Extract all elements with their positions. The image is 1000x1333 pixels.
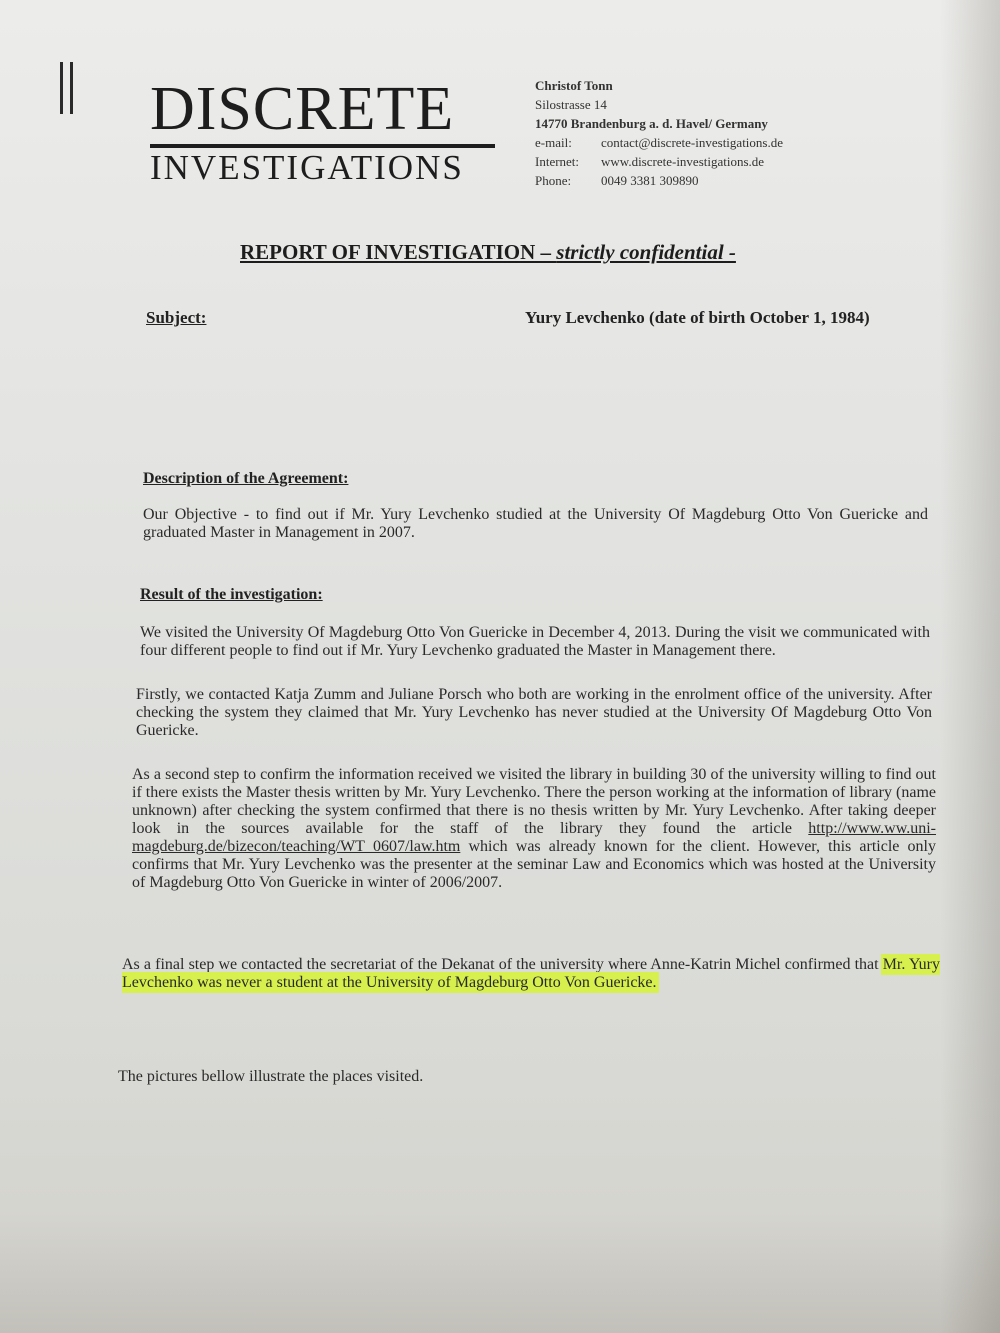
company-logo	[150, 75, 500, 187]
contact-street: Silostrasse 14	[535, 97, 607, 112]
binder-marks	[60, 62, 76, 114]
subject-value: Yury Levchenko (date of birth October 1, 1984)	[525, 308, 870, 327]
report-title-emphasis: strictly confidential -	[556, 240, 736, 264]
contact-email-row	[535, 133, 783, 152]
logo-top-text: DISCRETE	[150, 75, 455, 143]
contact-block	[535, 76, 783, 190]
contact-city: 14770 Brandenburg a. d. Havel/ Germany	[535, 116, 768, 131]
result-paragraph-4-start: As a final step we contacted the secretariat of the Dekanat of the university where Anne-Katrin Michel confirmed that	[122, 956, 883, 973]
report-title-main: REPORT OF INVESTIGATION –	[240, 240, 557, 264]
result-paragraph-3	[132, 766, 936, 892]
result-paragraph-4	[122, 956, 940, 992]
result-heading: Result of the investigation:	[140, 586, 323, 603]
internet-label: Internet:	[535, 154, 580, 169]
internet-value: www.discrete-investigations.de	[601, 154, 765, 169]
result-paragraph-1: We visited the University Of Magdeburg Otto Von Guericke in December 4, 2013. During the visit we communicated with four different people to find out if Mr. Yury Levchenko graduated the Master in Management there.	[140, 624, 930, 659]
contact-internet-row	[535, 152, 783, 171]
highlighted-conclusion: Mr. Yury Levchenko was never a student at the University of Magdeburg Otto Von Guericke.	[122, 956, 941, 991]
page-bottom-shadow	[0, 1213, 1000, 1333]
footer-note: The pictures bellow illustrate the places visited.	[118, 1068, 424, 1085]
page-edge-shadow	[940, 0, 1000, 1333]
phone-label: Phone:	[535, 173, 572, 188]
subject-label: Subject:	[146, 308, 207, 327]
description-heading: Description of the Agreement:	[143, 470, 349, 487]
contact-name: Christof Tonn	[535, 78, 613, 93]
email-label: e-mail:	[535, 135, 572, 150]
result-paragraph-3-start: As a second step to confirm the information received we visited the library in building 30 of the university willing to find out if there exists the Master thesis written by Mr. Yury Levchenko. There the person working at the information of library (name unknown) after checking the system confirmed that there is no thesis written by Mr. Yury Levchenko. After taking deeper look in the sources available for the staff of the library they found the article	[132, 766, 936, 837]
contact-phone-row	[535, 171, 783, 190]
phone-value: 0049 3381 309890	[601, 173, 699, 188]
result-paragraph-3-end: which was already known for the client. However, this article only confirms that Mr. Yury Levchenko was the presenter at the seminar Law and Economics which was hosted at the University of Magdeburg Otto Von Guericke in winter of 2006/2007.	[132, 838, 936, 891]
logo-bottom-text: INVESTIGATIONS	[150, 144, 495, 186]
article-link[interactable]: http://www.ww.uni-magdeburg.de/bizecon/teaching/WT_0607/law.htm	[132, 820, 936, 855]
description-text: Our Objective - to find out if Mr. Yury Levchenko studied at the University Of Magdeburg Otto Von Guericke and graduated Master in Management in 2007.	[143, 506, 928, 541]
report-title	[240, 240, 736, 265]
result-paragraph-2: Firstly, we contacted Katja Zumm and Juliane Porsch who both are working in the enrolment office of the university. After checking the system they claimed that Mr. Yury Levchenko has never studied at the University Of Magdeburg Otto Von Guericke.	[136, 686, 932, 739]
email-value: contact@discrete-investigations.de	[601, 135, 783, 150]
